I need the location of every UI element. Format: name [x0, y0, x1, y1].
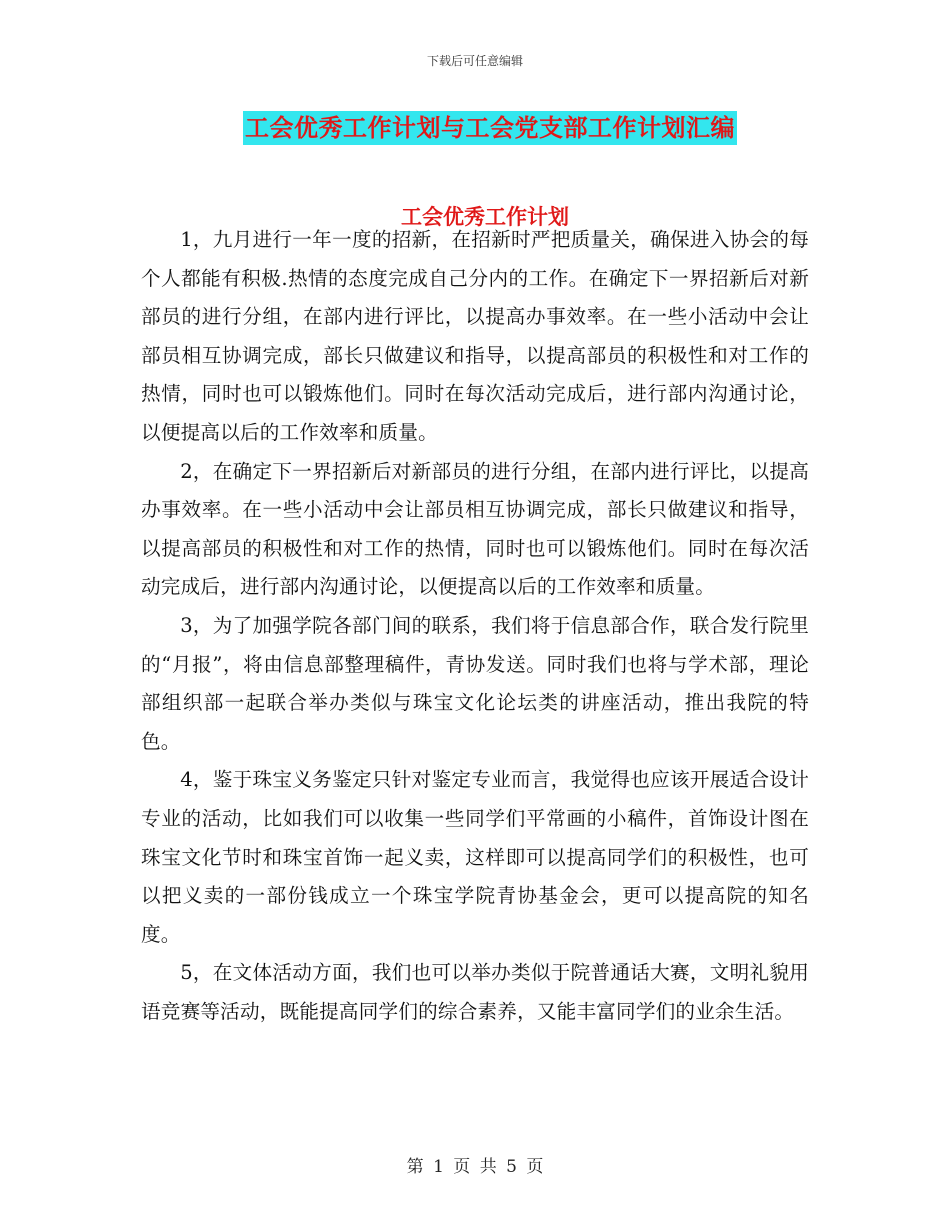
- document-body: [141, 221, 809, 1031]
- paragraph-2: 2，在确定下一界招新后对新部员的进行分组，在部内进行评比，以提高办事效率。在一些小活动中会让部员相互协调完成，部长只做建议和指导，以提高部员的积极性和对工作的热情，同时也可以锻炼他们。同时在每次活动完成后，进行部内沟通讨论，以便提高以后的工作效率和质量。: [141, 459, 809, 599]
- paragraph-3: 3，为了加强学院各部门间的联系，我们将于信息部合作，联合发行院里的“月报”，将由信息部整理稿件，青协发送。同时我们也将与学术部，理论部组织部一起联合举办类似与珠宝文化论坛类的讲座活动，推出我院的特色。: [141, 613, 809, 753]
- paragraph-1: 1，九月进行一年一度的招新，在招新时严把质量关，确保进入协会的每个人都能有积极.热情的态度完成自己分内的工作。在确定下一界招新后对新部员的进行分组，在部内进行评比，以提高办事效率。在一些小活动中会让部员相互协调完成，部长只做建议和指导，以提高部员的积极性和对工作的热情，同时也可以锻炼他们。同时在每次活动完成后，进行部内沟通讨论，以便提高以后的工作效率和质量。: [141, 228, 809, 444]
- header-note: 下载后可任意编辑: [426, 54, 523, 68]
- document-title: 工会优秀工作计划与工会党支部工作计划汇编: [243, 111, 737, 145]
- section-title: 工会优秀工作计划: [401, 205, 569, 229]
- page-number-footer: 第 1 页 共 5 页: [406, 1157, 544, 1177]
- document-title-container: [0, 111, 950, 145]
- paragraph-5: 5，在文体活动方面，我们也可以举办类似于院普通话大赛，文明礼貌用语竞赛等活动，既能提高同学们的综合素养，又能丰富同学们的业余生活。: [141, 961, 809, 1023]
- paragraph-4: 4，鉴于珠宝义务鉴定只针对鉴定专业而言，我觉得也应该开展适合设计专业的活动，比如我们可以收集一些同学们平常画的小稿件，首饰设计图在珠宝文化节时和珠宝首饰一起义卖，这样即可以提高同学们的积极性，也可以把义卖的一部份钱成立一个珠宝学院青协基金会，更可以提高院的知名度。: [141, 768, 809, 946]
